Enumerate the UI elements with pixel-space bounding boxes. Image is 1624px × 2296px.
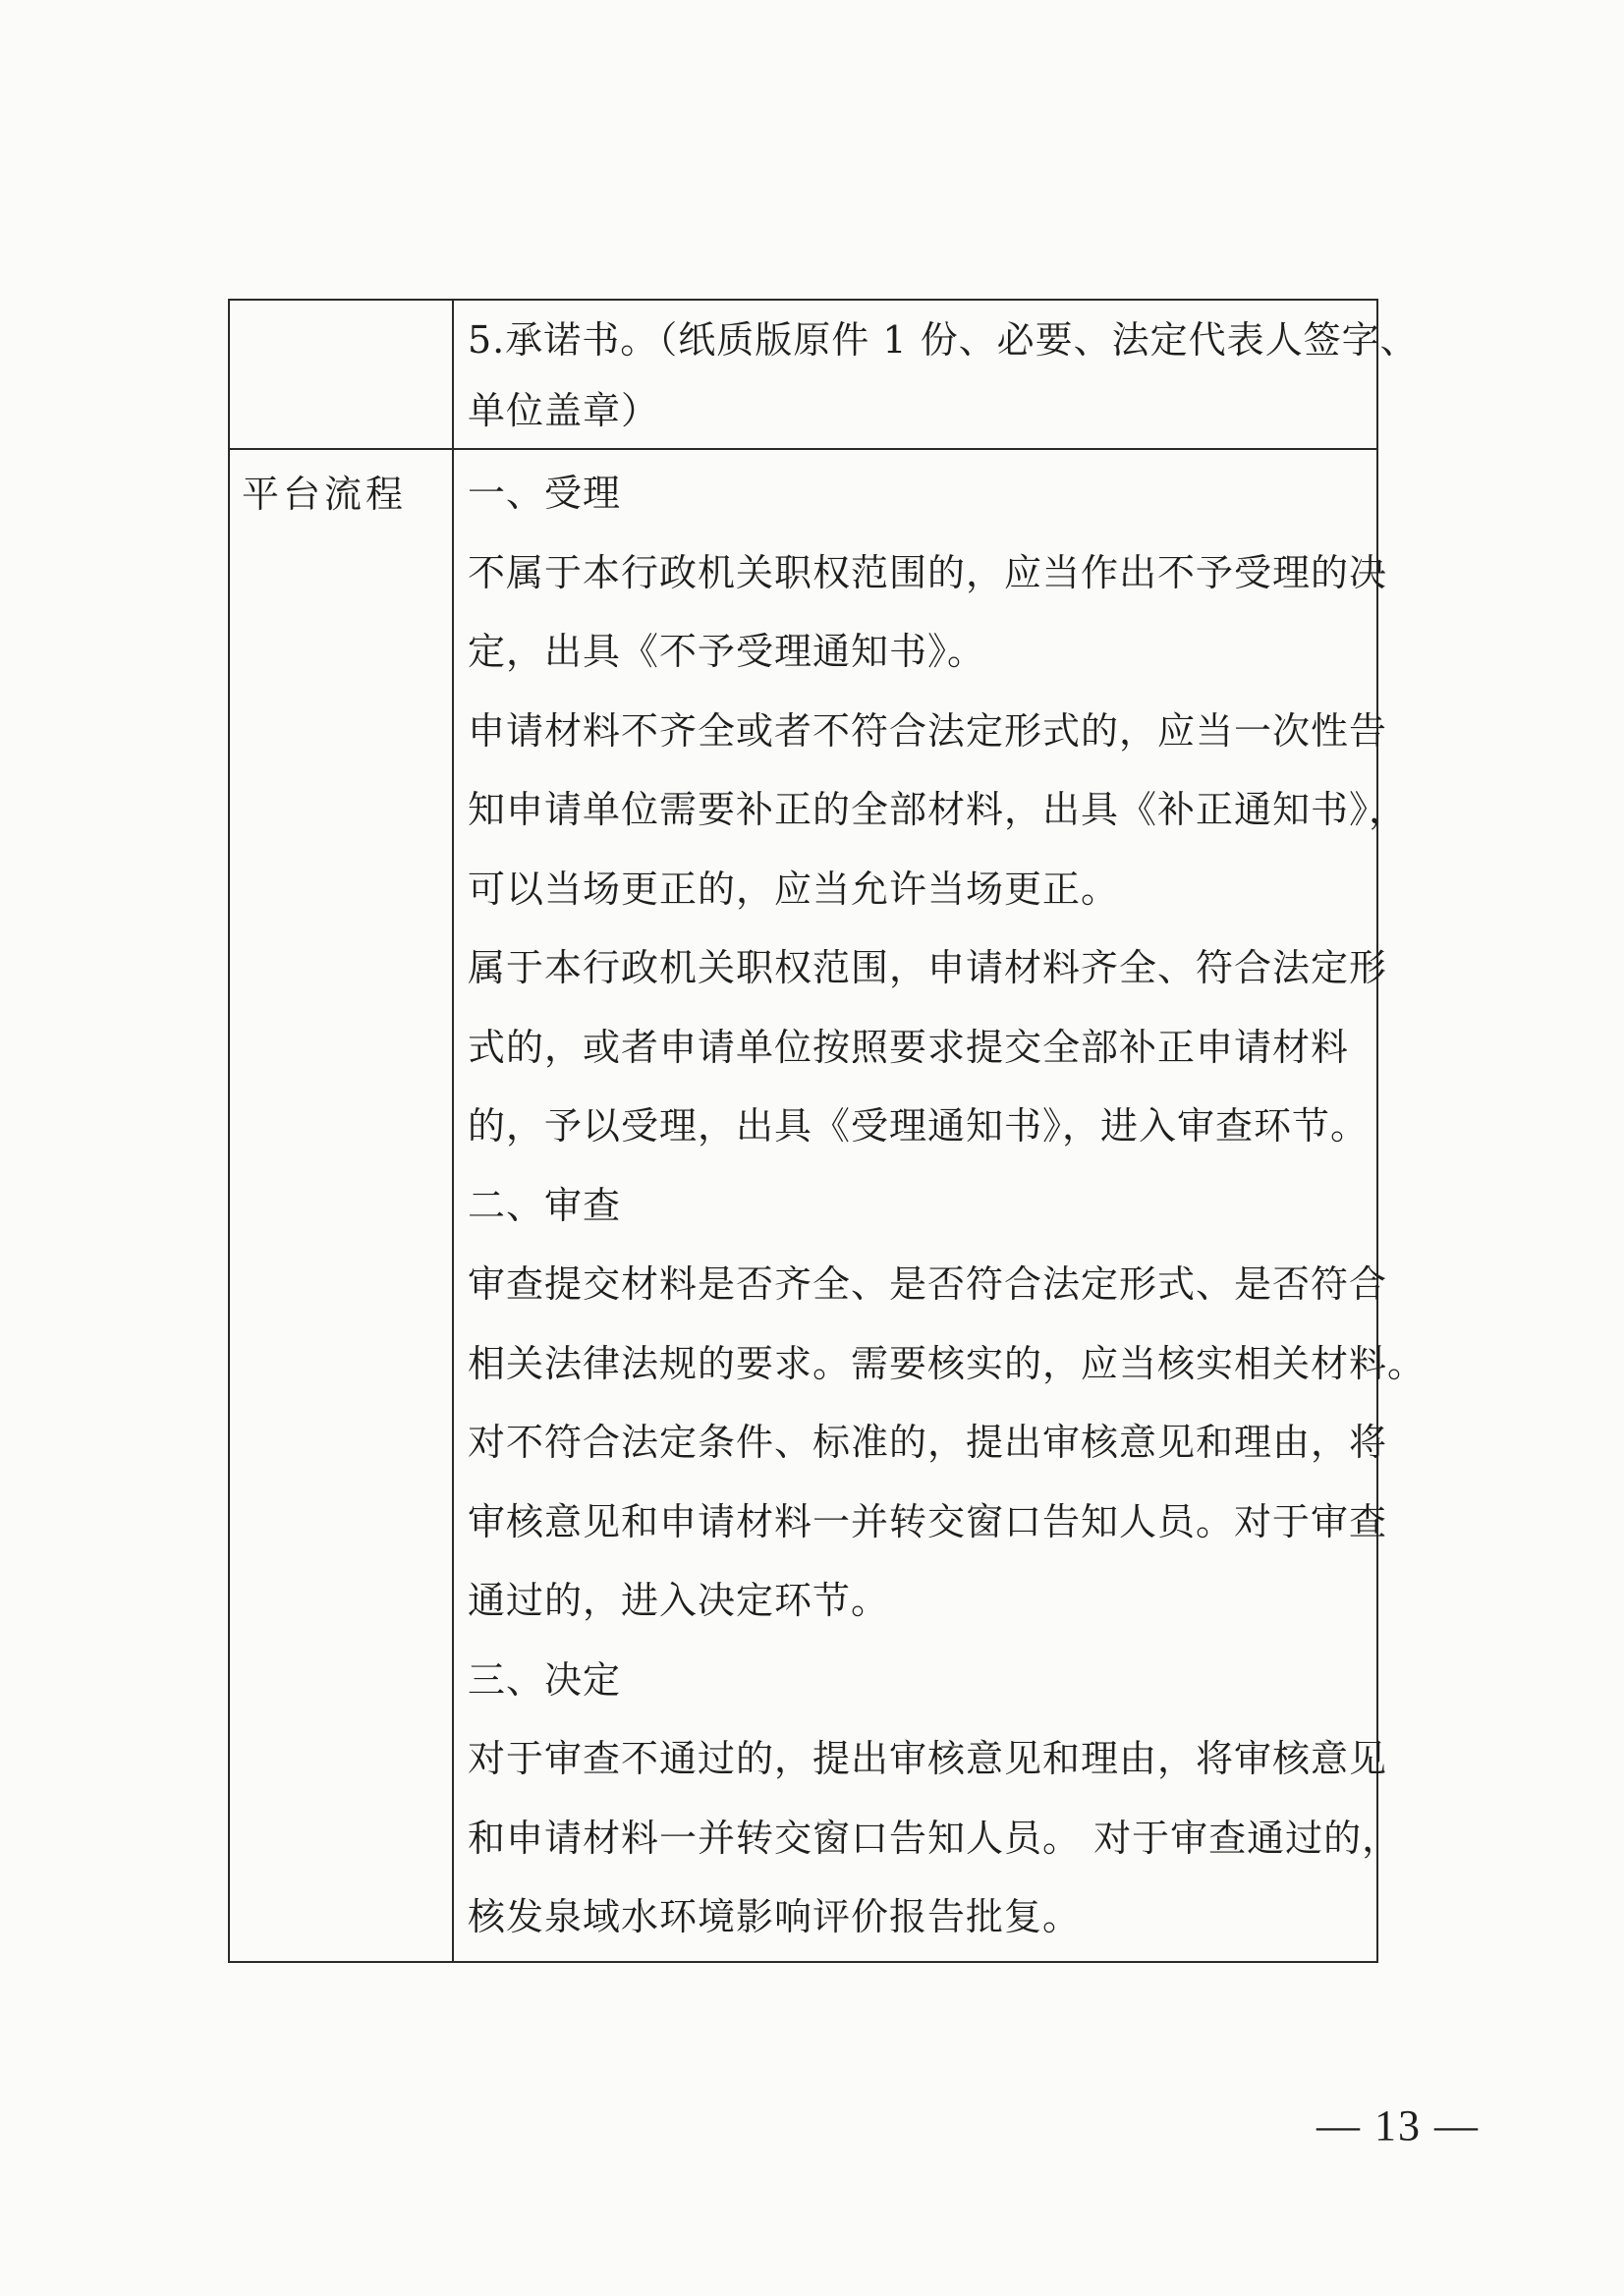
page-number: — 13 — [1316, 2101, 1480, 2150]
text-line: 定，出具《不予受理通知书》。 [468, 630, 986, 673]
text-line: 对不符合法定条件、标准的，提出审核意见和理由，将 [468, 1421, 1388, 1464]
row-content-cell [453, 300, 1419, 449]
text-line: 申请材料不齐全或者不符合法定形式的，应当一次性告 [468, 708, 1388, 753]
text-line: 知申请单位需要补正的全部材料，出具《补正通知书》， [468, 788, 1408, 831]
text-line: 和申请材料一并转交窗口告知人员。 对于审查通过的， [468, 1816, 1401, 1860]
text-line: 可以当场更正的，应当允许当场更正。 [468, 867, 1120, 911]
table-row-platform-process [229, 449, 1377, 1962]
row-content-cell [453, 449, 1427, 1962]
text-line: 通过的，进入决定环节。 [468, 1579, 890, 1622]
text-line: 属于本行政机关职权范围，申请材料齐全、符合法定形 [468, 946, 1388, 989]
section-heading-accept: 一、受理 [468, 472, 622, 515]
text-line: 单位盖章） [468, 389, 660, 432]
text-line: 5.承诺书。（纸质版原件 1 份、必要、法定代表人签字、 [468, 318, 1419, 362]
section-heading-review: 二、审查 [468, 1183, 622, 1227]
text-line: 不属于本行政机关职权范围的，应当作出不予受理的决 [468, 550, 1388, 594]
text-line: 核发泉域水环境影响评价报告批复。 [468, 1895, 1082, 1938]
text-line: 对于审查不通过的，提出审核意见和理由，将审核意见 [468, 1737, 1388, 1780]
text-line: 相关法律法规的要求。需要核实的，应当核实相关材料。 [468, 1341, 1427, 1385]
row-label-cell-empty [229, 300, 453, 449]
row-label [230, 301, 452, 307]
row-label-cell [229, 449, 453, 1962]
text-line: 式的，或者申请单位按照要求提交全部补正申请材料 [468, 1025, 1350, 1069]
process-table [228, 299, 1427, 1963]
table-row-commitment [229, 300, 1377, 449]
text-line: 的，予以受理，出具《受理通知书》，进入审查环节。 [468, 1104, 1370, 1148]
section-heading-decision: 三、决定 [468, 1657, 622, 1702]
text-line: 审查提交材料是否齐全、是否符合法定形式、是否符合 [468, 1262, 1388, 1306]
text-line: 审核意见和申请材料一并转交窗口告知人员。对于审查 [468, 1499, 1388, 1543]
row-label-platform-process: 平台流程 [242, 473, 408, 516]
